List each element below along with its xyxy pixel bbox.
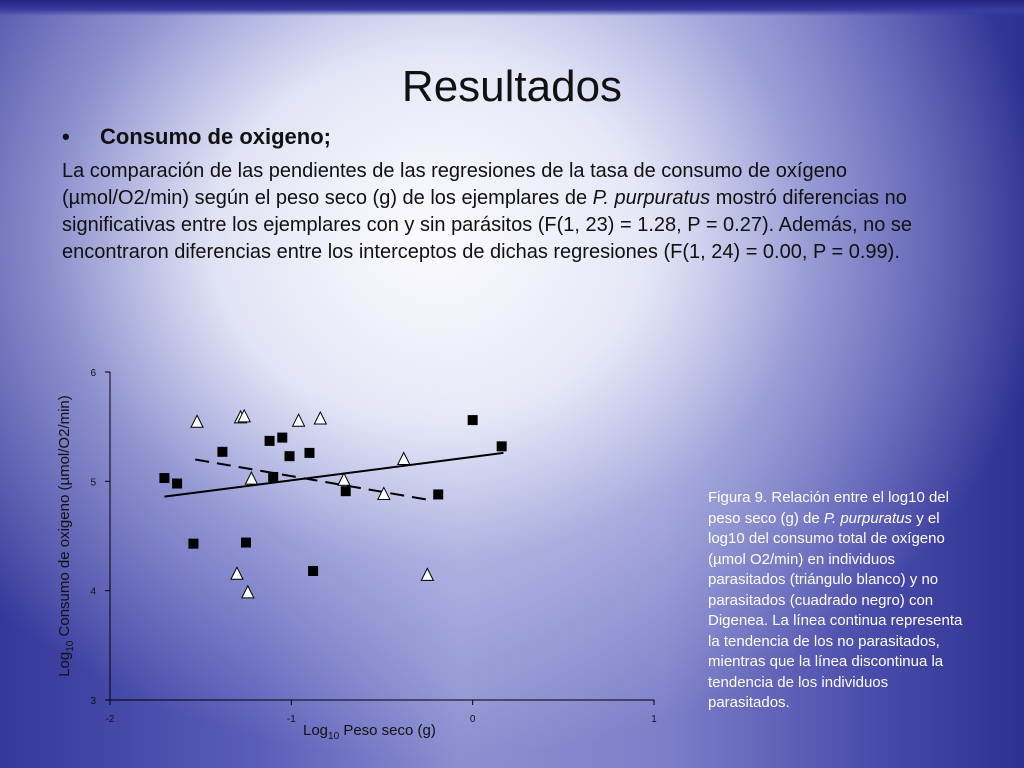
square-point <box>188 539 198 549</box>
triangle-point <box>421 568 433 580</box>
x-tick-label: 1 <box>651 714 657 725</box>
square-point <box>277 433 287 443</box>
square-point <box>433 489 443 499</box>
triangle-point <box>398 452 410 464</box>
x-tick-label: -1 <box>286 714 296 725</box>
x-axis-label: Log$_{10}$ Peso seco (g) <box>303 722 436 742</box>
bullet-marker: • <box>62 124 70 149</box>
x-tick-label: 0 <box>469 714 476 725</box>
slide-title: Resultados <box>401 62 623 111</box>
square-point <box>304 448 314 458</box>
triangle-point <box>338 473 350 485</box>
chart-marks <box>159 410 506 598</box>
y-axis-label: Log$_{10}$ Consumo de oxigeno (µmol/O2/min) <box>56 395 76 677</box>
paragraph-species: P. purpuratus <box>592 187 711 209</box>
square-point <box>172 479 182 489</box>
square-point <box>265 436 275 446</box>
triangle-point <box>231 567 243 579</box>
square-point <box>468 415 478 425</box>
trend-lines <box>164 453 503 500</box>
triangle-point <box>378 487 390 499</box>
square-point <box>308 566 318 576</box>
y-tick-label: 4 <box>90 586 96 598</box>
square-point <box>217 447 227 457</box>
chart-axes <box>90 368 657 725</box>
square-point <box>341 486 351 496</box>
paragraph-text-2: mostró diferencias no significativas entre los ejemplares con y sin parásitos (F(1, 23) = 1.28, P = 0.27). Además, no se encontraron diferencias entre los interceptos de dichas regresiones (F(1, 24) = 0.00, P = 0.99). <box>62 187 913 263</box>
y-tick-label: 6 <box>90 368 96 379</box>
y-tick-label: 3 <box>90 696 96 707</box>
solid-trend-line <box>164 453 503 497</box>
caption-text-1: Figura 9. Relación entre el log10 del peso seco (g) de <box>708 489 949 527</box>
triangle-point <box>314 412 326 424</box>
x-tick-label: -2 <box>105 714 115 725</box>
paragraph-text-1: La comparación de las pendientes de las regresiones de la tasa de consumo de oxígeno (µmol/O2/min) según el peso seco (g) de los ejemplares de <box>62 160 847 209</box>
triangle-point <box>242 586 254 598</box>
square-point <box>285 451 295 461</box>
triangle-point <box>293 414 305 426</box>
caption-text-2: y el log10 del consumo total de oxígeno (µmol O2/min) en individuos parasitados (triángulo blanco) y no parasitados (cuadrado negro) con Digenea. La línea continua representa la tendencia de los no parasitados, mientras que la línea discontinua la tendencia de los individuos parasitados. <box>708 509 963 711</box>
caption-species: P. purpuratus <box>823 509 913 527</box>
triangle-point <box>245 472 257 484</box>
square-point <box>497 441 507 451</box>
triangle-point <box>191 415 203 427</box>
square-point <box>159 473 169 483</box>
figure-caption <box>708 488 968 714</box>
square-point <box>268 472 278 482</box>
square-point <box>241 538 251 548</box>
bullet-text: Consumo de oxigeno; <box>100 124 331 149</box>
dashed-trend-line <box>195 459 429 499</box>
y-tick-label: 5 <box>90 477 96 489</box>
